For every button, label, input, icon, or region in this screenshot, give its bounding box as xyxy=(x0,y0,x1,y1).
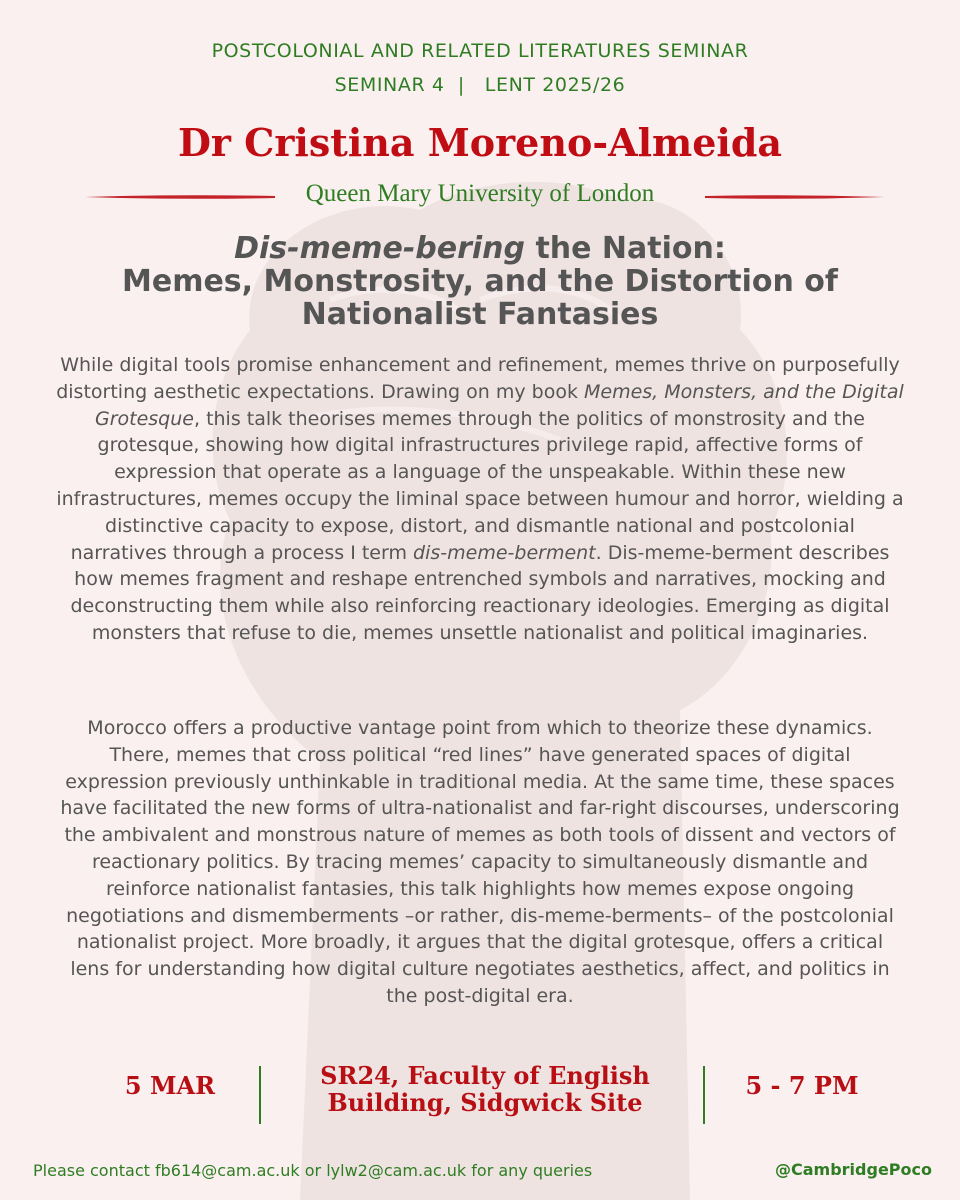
venue-line-2: Building, Sidgwick Site xyxy=(327,1088,643,1117)
abstract-paragraph-1 xyxy=(56,352,904,647)
talk-title-italic: Dis-meme-bering xyxy=(234,231,525,266)
contact-info: Please contact fb614@cam.ac.uk or lylw2@cam.ac.uk for any queries xyxy=(33,1161,593,1180)
talk-title xyxy=(0,232,960,331)
abstract-paragraph-2: Morocco offers a productive vantage point from which to theorize these dynamics. There, memes that cross political “red lines” have generated spaces of digital expression previously unthinkable in traditional media. At the same time, these spaces have facilitated the new forms of ultra-nationalist and far-right discourses, underscoring the ambivalent and monstrous nature of memes as both tools of dissent and vectors of reactionary politics. By tracing memes’ capacity to simultaneously dismantle and reinforce nationalist fantasies, this talk highlights how memes expose ongoing negotiations and dismemberments –or rather, dis-meme-berments– of the postcolonial nationalist project. More broadly, it argues that the digital grotesque, offers a critical lens for understanding how digital culture negotiates aesthetics, affect, and politics in the post-digital era. xyxy=(60,717,900,1007)
talk-title-line1 xyxy=(0,232,960,265)
seminar-series-title: POSTCOLONIAL AND RELATED LITERATURES SEMINAR xyxy=(211,40,749,62)
venue-line-1: SR24, Faculty of English xyxy=(320,1061,650,1090)
info-divider-right xyxy=(703,1066,705,1124)
event-time: 5 - 7 PM xyxy=(745,1071,859,1100)
abstract-p1-text-a: While digital tools promise enhancement and refinement, memes thrive on purposefully distorting aesthetic expectations. Drawing on my book xyxy=(56,354,900,403)
book-title: Memes, Monsters, and the Digital Grotesque xyxy=(94,380,904,430)
event-venue xyxy=(285,1062,685,1116)
speaker-name: Dr Cristina Moreno-Almeida xyxy=(177,120,783,165)
speaker-affiliation: Queen Mary University of London xyxy=(305,180,655,207)
talk-subtitle-line2: Nationalist Fantasies xyxy=(301,297,659,332)
abstract-p1-text-c: . Dis-meme-berment describes how memes fragment and reshape entrenched symbols and narratives, mocking and deconstructing them while also reinforcing reactionary ideologies. Emerging as digital monsters that refuse to die, memes unsettle nationalist and political imaginaries. xyxy=(70,541,890,644)
coined-term: dis-meme-berment xyxy=(413,541,596,564)
talk-title-rest: the Nation: xyxy=(525,231,726,266)
talk-subtitle-line1: Memes, Monstrosity, and the Distortion of xyxy=(122,264,838,299)
abstract-p1-text-b: , this talk theorises memes through the politics of monstrosity and the grotesque, showing how digital infrastructures privilege rapid, affective forms of expression that operate as a language of the unspeakable. Within these new infrastructures, memes occupy the liminal space between humour and horror, wielding a distinctive capacity to expose, distort, and dismantle national and postcolonial narratives through a process I term xyxy=(56,407,904,564)
social-handle: @CambridgePoco xyxy=(775,1160,932,1179)
info-divider-left xyxy=(259,1066,261,1124)
event-date: 5 MAR xyxy=(124,1071,216,1100)
decorative-rule-right xyxy=(705,194,885,200)
seminar-session: SEMINAR 4 | LENT 2025/26 xyxy=(334,74,626,96)
